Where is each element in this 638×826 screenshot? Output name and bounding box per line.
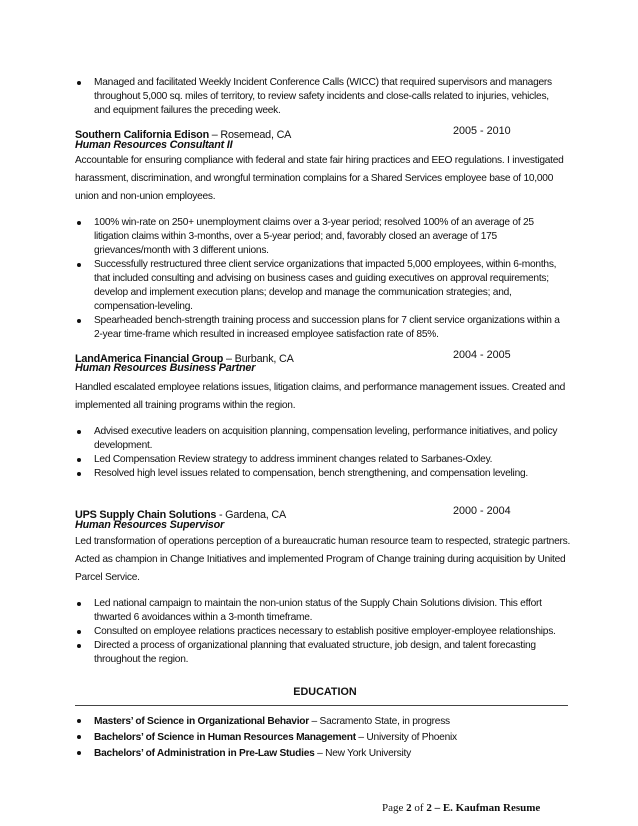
education-item: [75, 746, 575, 762]
job-dates: 2000 - 2004: [453, 505, 511, 517]
footer-page-label: Page: [382, 802, 407, 814]
list-item: Consulted on employee relations practices necessary to establish positive employer-employee relationships.: [75, 625, 565, 639]
job-title: Human Resources Supervisor: [75, 519, 225, 531]
degree-name: Bachelors’ of Administration in Pre-Law Studies: [94, 748, 315, 759]
footer-page-total: 2: [426, 802, 432, 814]
footer-of-label: of: [411, 802, 427, 814]
school-name: Sacramento State, in progress: [319, 716, 450, 727]
job-bullet-list: [75, 216, 565, 342]
list-item: Successfully restructured three client service organizations that impacted 5,000 employees, within 6-months, that included consulting and advising on business cases and guiding executives on approval requirements; develop and implement execution plans; develop and manage the communication strategies; and, compensation-leveling.: [75, 258, 565, 314]
separator: –: [308, 716, 320, 727]
footer-page-number: 2: [406, 802, 412, 814]
job-title: Human Resources Consultant II: [75, 139, 233, 151]
list-item: 100% win-rate on 250+ unemployment claims over a 3-year period; resolved 100% of an average of 25 litigation claims within 3-months, over a 5-year period; and, favorably closed an average of 175 grievances/month with 3 different unions.: [75, 216, 565, 258]
job-title: Human Resources Business Partner: [75, 362, 256, 374]
separator: –: [314, 748, 326, 759]
separator: –: [355, 732, 367, 743]
list-item: Spearheaded bench-strength training process and succession plans for 7 client service organizations within a 2-year time-frame which resulted in increased employee satisfaction rate of 85%.: [75, 314, 565, 342]
job-location: – Burbank, CA: [223, 353, 294, 365]
education-list: [75, 714, 575, 762]
school-name: New York University: [325, 748, 411, 759]
company-name: LandAmerica Financial Group: [75, 353, 224, 365]
job-bullet-list: [75, 597, 565, 667]
job-description: Handled escalated employee relations issues, litigation claims, and performance management issues. Created and implemented all training programs within the region.: [75, 382, 566, 411]
degree-name: Masters’ of Science in Organizational Behavior: [94, 716, 309, 727]
degree-name: Bachelors’ of Science in Human Resources Management: [94, 732, 356, 743]
education-item: [75, 714, 575, 730]
education-item: [75, 730, 575, 746]
education-heading: EDUCATION: [293, 686, 357, 698]
job-location: - Gardena, CA: [216, 509, 286, 521]
job-dates: 2004 - 2005: [453, 349, 511, 361]
company-name: UPS Supply Chain Solutions: [75, 509, 217, 521]
section-divider: [75, 705, 568, 706]
list-item: Advised executive leaders on acquisition planning, compensation leveling, performance initiatives, and policy development.: [75, 425, 565, 453]
job-dates: 2005 - 2010: [453, 125, 511, 137]
page-footer: [382, 802, 540, 814]
list-item: Led Compensation Review strategy to address imminent changes related to Sarbanes-Oxley.: [75, 453, 565, 467]
company-name: Southern California Edison: [75, 129, 209, 141]
job-description: Led transformation of operations perception of a bureaucratic human resource team to respected, strategic partners. Acted as champion in Change Initiatives and implemented Program of Change training during acquisition by United Parcel Service.: [75, 536, 571, 583]
list-item: Managed and facilitated Weekly Incident Conference Calls (WICC) that required supervisors and managers throughout 5,000 sq. miles of territory, to review safety incidents and close-calls related to injuries, vehicles, and equipment failures the preceding week.: [75, 76, 565, 118]
job-bullet-list: [75, 425, 565, 481]
job-description: Accountable for ensuring compliance with federal and state fair hiring practices and EEO regulations. I investigated harassment, discrimination, and wrongful termination complains for a Shared Services employee base of 10,000 union and non-union employees.: [75, 155, 564, 202]
school-name: University of Phoenix: [366, 732, 457, 743]
continued-bullet-list: [75, 76, 565, 118]
list-item: Resolved high level issues related to compensation, bench strengthening, and compensation leveling.: [75, 467, 565, 481]
job-location: – Rosemead, CA: [208, 129, 292, 141]
footer-document-name: – E. Kaufman Resume: [431, 802, 541, 814]
list-item: Led national campaign to maintain the non-union status of the Supply Chain Solutions division. This effort thwarted 6 avoidances within a 3-month timeframe.: [75, 597, 565, 625]
list-item: Directed a process of organizational planning that evaluated structure, job design, and talent forecasting throughout the region.: [75, 639, 565, 667]
